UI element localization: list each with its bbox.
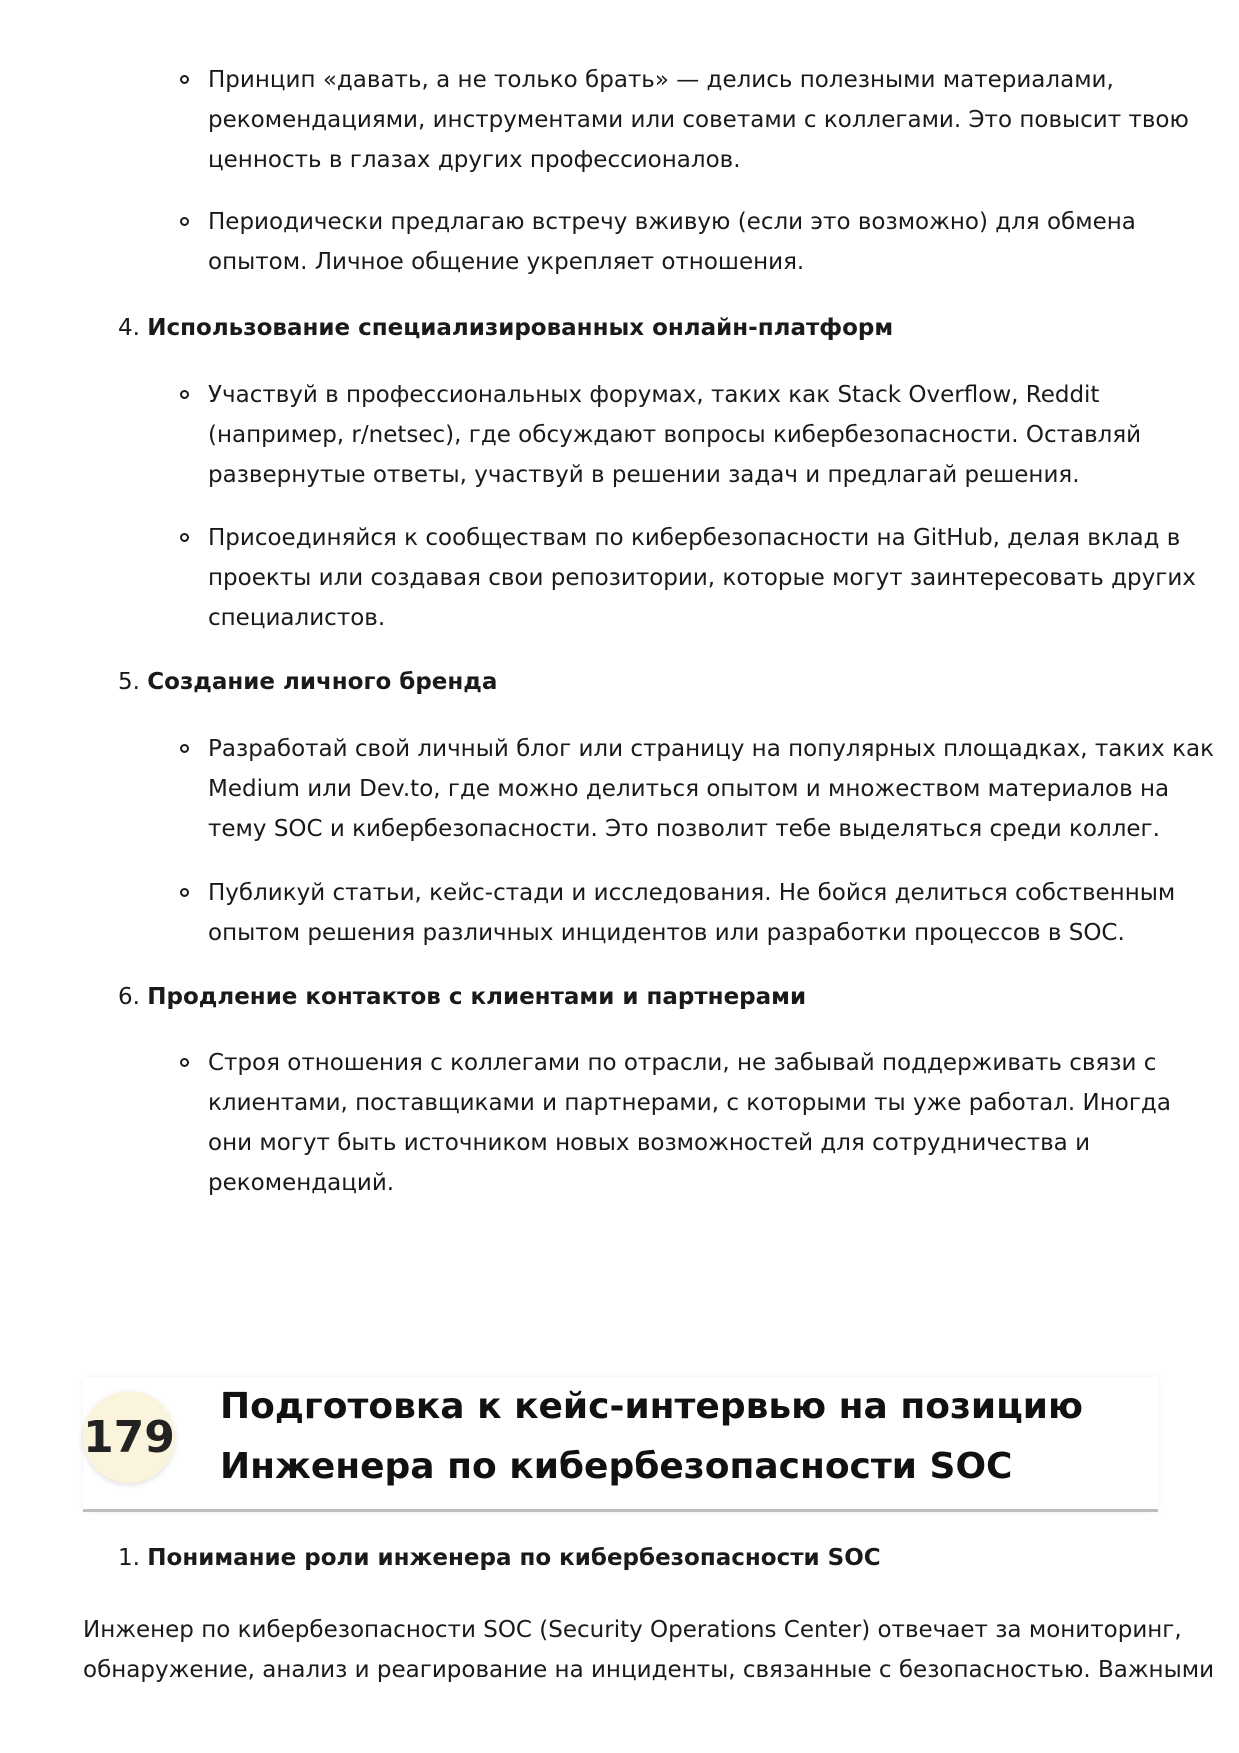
list-item-line: рекомендаций.	[208, 1170, 395, 1196]
list-item-line: тему SOC и кибербезопасности. Это позволит тебе выделяться среди коллег.	[208, 816, 1160, 842]
circle-bullet-icon	[180, 533, 189, 542]
circle-bullet-icon	[180, 744, 189, 753]
list-item-line: Участвуй в профессиональных форумах, таких как Stack Overflow, Reddit	[208, 382, 1100, 408]
heading-number: 6.	[118, 984, 140, 1010]
chapter-heading	[83, 1377, 1158, 1512]
list-item-line: Публикуй статьи, кейс-стади и исследования. Не бойся делиться собственным	[208, 880, 1176, 906]
heading-title: Понимание роли инженера по кибербезопасности SOC	[147, 1545, 881, 1571]
heading-number: 5.	[118, 669, 140, 695]
body-paragraph	[83, 1610, 1215, 1690]
list-item-line: Присоединяйся к сообществам по кибербезопасности на GitHub, делая вклад в	[208, 525, 1181, 551]
list-item-line: клиентами, поставщиками и партнерами, с которыми ты уже работал. Иногда	[208, 1090, 1171, 1116]
numbered-heading	[118, 1538, 881, 1578]
list-item-line: (например, r/netsec), где обсуждают вопросы кибербезопасности. Оставляй	[208, 422, 1142, 448]
heading-title: Продление контактов с клиентами и партнерами	[147, 984, 807, 1010]
paragraph-line: Инженер по кибербезопасности SOC (Security Operations Center) отвечает за мониторинг,	[83, 1617, 1182, 1643]
circle-bullet-icon	[180, 390, 189, 399]
list-item	[208, 375, 1168, 495]
list-item-line: Строя отношения с коллегами по отрасли, не забывай поддерживать связи с	[208, 1050, 1157, 1076]
list-item	[208, 60, 1189, 180]
list-item-line: Разработай свой личный блог или страницу на популярных площадках, таких как	[208, 736, 1214, 762]
list-item	[208, 729, 1214, 849]
list-item	[208, 518, 1196, 638]
list-item-line: ценность в глазах других профессионалов.	[208, 147, 741, 173]
list-item-line: специалистов.	[208, 605, 386, 631]
numbered-heading	[118, 977, 806, 1017]
circle-bullet-icon	[180, 217, 189, 226]
chapter-title-line: Подготовка к кейс-интервью на позицию	[220, 1386, 1084, 1427]
numbered-heading	[118, 308, 893, 348]
list-item-line: опытом решения различных инцидентов или разработки процессов в SOC.	[208, 920, 1125, 946]
chapter-title	[220, 1377, 1140, 1497]
list-item	[208, 202, 1168, 282]
heading-title: Использование специализированных онлайн-платформ	[147, 315, 894, 341]
heading-title: Создание личного бренда	[147, 669, 498, 695]
circle-bullet-icon	[180, 1058, 189, 1067]
heading-number: 1.	[118, 1545, 140, 1571]
list-item-line: проекты или создавая свои репозитории, которые могут заинтересовать других	[208, 565, 1196, 591]
list-item-line: развернутые ответы, участвуй в решении задач и предлагай решения.	[208, 462, 1080, 488]
list-item	[208, 873, 1176, 953]
list-item-line: Периодически предлагаю встречу вживую (если это возможно) для обмена	[208, 209, 1136, 235]
list-item-line: рекомендациями, инструментами или советами с коллегами. Это повысит твою	[208, 107, 1189, 133]
numbered-heading	[118, 662, 497, 702]
list-item-line: они могут быть источником новых возможностей для сотрудничества и	[208, 1130, 1091, 1156]
list-item-line: Medium или Dev.to, где можно делиться опытом и множеством материалов на	[208, 776, 1170, 802]
list-item	[208, 1043, 1171, 1203]
paragraph-line: обнаружение, анализ и реагирование на инциденты, связанные с безопасностью. Важными	[83, 1657, 1215, 1683]
chapter-number-badge: 179	[83, 1391, 175, 1483]
circle-bullet-icon	[180, 888, 189, 897]
heading-number: 4.	[118, 315, 140, 341]
list-item-line: опытом. Личное общение укрепляет отношения.	[208, 249, 805, 275]
circle-bullet-icon	[180, 75, 189, 84]
list-item-line: Принцип «давать, а не только брать» — делись полезными материалами,	[208, 67, 1114, 93]
chapter-title-line: Инженера по кибербезопасности SOC	[220, 1446, 1013, 1487]
